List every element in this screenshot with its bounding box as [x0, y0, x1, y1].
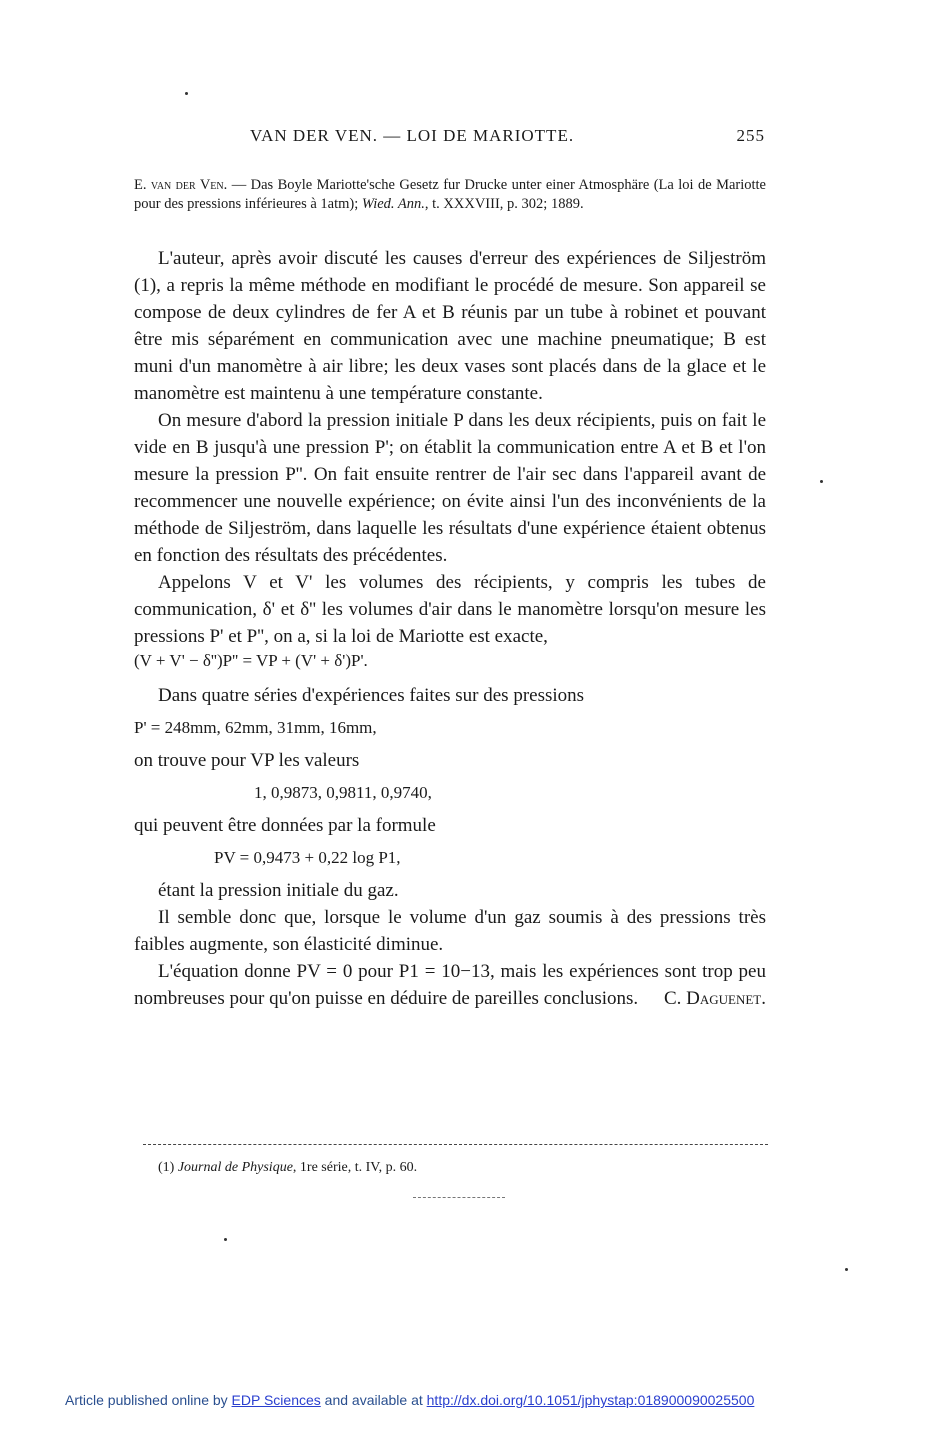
- paragraph-2: On mesure d'abord la pression initiale P dans les deux récipients, puis on fait le vide en B jusqu'à une pression P'; on établit la communication entre A et B et l'on mesure la pression P''. On fait ensuite rentrer de l'air sec dans l'appareil avant de recommencer une nouvelle expérience; on évite ainsi l'un des inconvénients de la méthode de Siljeström, dans laquelle les résultats d'une expérience étaient obtenus en fonction des résultats des précédentes.: [134, 410, 766, 566]
- running-header: [140, 126, 765, 152]
- reference-text: — Das Boyle Mariotte'sche Gesetz fur Drucke unter einer Atmosphäre (La loi de Mariotte pour des pressions inférieures à 1atm);: [134, 177, 766, 212]
- reference-journal: Wied. Ann.: [361, 196, 425, 212]
- paragraph-9: [134, 958, 766, 1012]
- footnote-rest: , 1re série, t. IV, p. 60.: [292, 1160, 418, 1175]
- equation-2: P' = 248mm, 62mm, 31mm, 16mm,: [134, 718, 377, 737]
- equation-1: (V + V' − δ'')P'' = VP + (V' + δ')P'.: [134, 651, 368, 670]
- publisher-footer: [65, 1392, 754, 1408]
- reference-details: , t. XXXVIII, p. 302; 1889.: [424, 196, 584, 212]
- ornament-line: [413, 1197, 505, 1198]
- article-body: [134, 245, 766, 1012]
- paragraph-9-text: L'équation donne PV = 0 pour P1 = 10−13, mais les expériences sont trop peu nombreuses pour qu'on puisse en déduire de pareilles conclusions.: [134, 961, 766, 1009]
- page-number: 255: [736, 126, 765, 145]
- publisher-link[interactable]: EDP Sciences: [231, 1392, 321, 1408]
- footer-middle: and available at: [320, 1392, 427, 1408]
- speck-mark: [224, 1238, 227, 1241]
- paragraph-4: Dans quatre séries d'expériences faites sur des pressions: [158, 685, 585, 706]
- paragraph-5: on trouve pour VP les valeurs: [134, 750, 360, 771]
- doi-link[interactable]: http://dx.doi.org/10.1051/jphystap:018900090025500: [426, 1392, 755, 1408]
- footnote-journal: Journal de Physique: [177, 1160, 293, 1175]
- equation-4: PV = 0,9473 + 0,22 log P1,: [214, 848, 401, 867]
- footnote-divider: [143, 1144, 768, 1145]
- footnote-marker: (1): [158, 1160, 178, 1175]
- footer-prefix: Article published online by: [65, 1392, 232, 1408]
- signature: C. Daguenet.: [663, 988, 766, 1009]
- paragraph-8: Il semble donc que, lorsque le volume d'un gaz soumis à des pressions très faibles augmente, son élasticité diminue.: [134, 907, 766, 955]
- bibliographic-reference: [134, 176, 766, 214]
- speck-mark: [185, 92, 188, 95]
- paragraph-7: étant la pression initiale du gaz.: [158, 880, 399, 901]
- speck-mark: [845, 1268, 848, 1271]
- paragraph-6: qui peuvent être données par la formule: [134, 815, 436, 836]
- equation-3: 1, 0,9873, 0,9811, 0,9740,: [254, 783, 432, 802]
- paragraph-1: L'auteur, après avoir discuté les causes d'erreur des expériences de Siljeström (1), a repris la même méthode en modifiant le procédé de mesure. Son appareil se compose de deux cylindres de fer A et B réunis par un tube à robinet et pouvant être mis séparément en communication avec une machine pneumatique; B est muni d'un manomètre à air libre; les deux vases sont placés dans de la glace et le manomètre est maintenu à une température constante.: [134, 248, 766, 404]
- running-title: VAN DER VEN. — LOI DE MARIOTTE.: [250, 126, 575, 145]
- footnote: [158, 1160, 417, 1176]
- reference-author: E. van der Ven.: [134, 177, 228, 193]
- speck-mark: [820, 480, 823, 483]
- paragraph-3: Appelons V et V' les volumes des récipients, y compris les tubes de communication, δ' et δ'' les volumes d'air dans le manomètre lorsqu'on mesure les pressions P' et P'', on a, si la loi de Mariotte est exacte,: [134, 572, 766, 647]
